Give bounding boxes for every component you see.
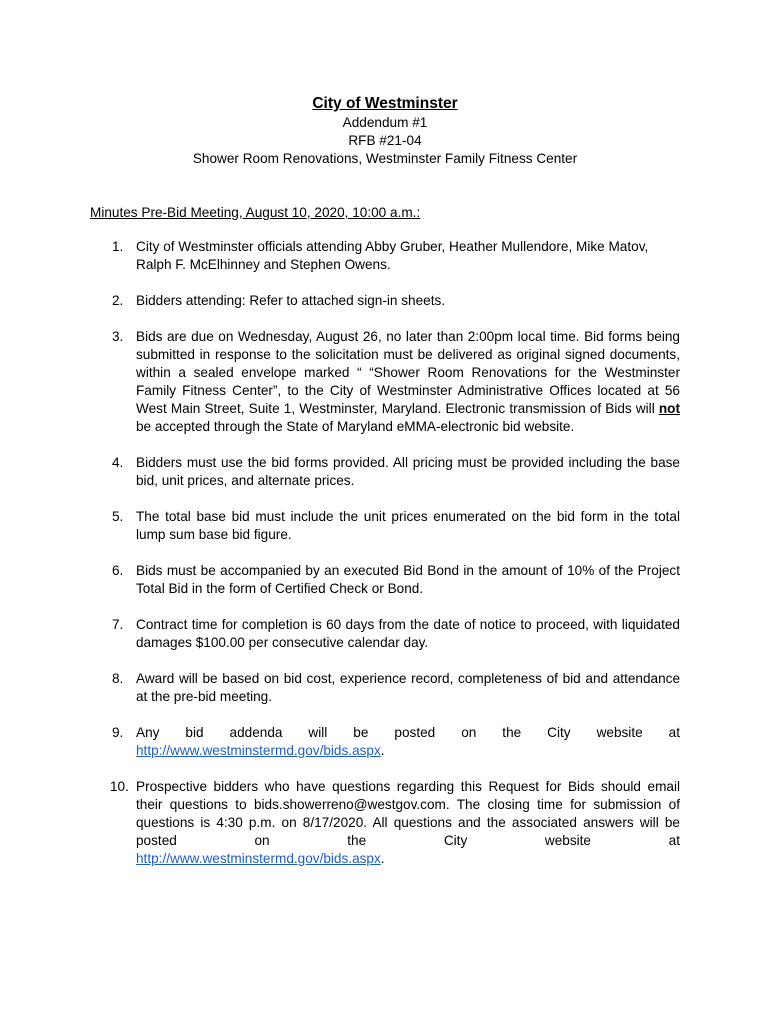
emphasis-not: not bbox=[658, 401, 680, 416]
list-item-text: Bids must be accompanied by an executed Bid Bond in the amount of 10% of the Project Total Bid in the form of Certified Check or Bond. bbox=[136, 563, 680, 596]
document-title: City of Westminster bbox=[312, 95, 458, 112]
list-item-text: City of Westminster officials attending Abby Gruber, Heather Mullendore, Mike Matov, Ralph F. McElhinney and Stephen Owens. bbox=[136, 239, 649, 272]
list-item-10 bbox=[110, 778, 680, 868]
bids-page-link[interactable]: http://www.westminstermd.gov/bids.aspx bbox=[136, 743, 381, 758]
list-item-6 bbox=[112, 562, 680, 598]
list-item-text: Bidders must use the bid forms provided. All pricing must be provided including the base bid, unit prices, and alternate prices. bbox=[136, 455, 680, 488]
list-number: 2. bbox=[112, 293, 124, 308]
list-item-text-part: Prospective bidders who have questions regarding this Request for Bids should email their questions to bids.showerreno@westgov.com. The closing time for submission of questions is 4:30 p.m. on 8/17/2020. All questions and the associated answers will be posted on the City website at bbox=[136, 779, 680, 848]
list-number: 4. bbox=[112, 455, 124, 470]
list-item-3 bbox=[112, 328, 680, 436]
list-item-text bbox=[136, 328, 680, 436]
list-item-text-part: Any bid addenda will be posted on the City website at bbox=[136, 725, 680, 740]
list-item-5 bbox=[112, 508, 680, 544]
list-item-1 bbox=[112, 238, 680, 274]
list-number: 6. bbox=[112, 563, 124, 578]
list-item-text-part: be accepted through the State of Maryland eMMA-electronic bid website. bbox=[136, 419, 575, 434]
project-name: Shower Room Renovations, Westminster Family Fitness Center bbox=[192, 151, 578, 166]
list-item-text bbox=[136, 724, 680, 760]
list-item-punctuation: . bbox=[380, 851, 385, 866]
list-item-text: The total base bid must include the unit prices enumerated on the bid form in the total lump sum base bid figure. bbox=[136, 509, 680, 542]
addendum-number: Addendum #1 bbox=[342, 115, 428, 130]
bids-page-link[interactable]: http://www.westminstermd.gov/bids.aspx bbox=[136, 851, 381, 866]
list-number: 7. bbox=[112, 617, 124, 632]
list-item-text: Bidders attending: Refer to attached sign-in sheets. bbox=[136, 293, 446, 308]
list-item-2 bbox=[112, 292, 680, 310]
list-item-punctuation: . bbox=[380, 743, 385, 758]
list-number: 3. bbox=[112, 329, 124, 344]
list-item-7 bbox=[112, 616, 680, 652]
list-item-9 bbox=[112, 724, 680, 760]
list-number: 1. bbox=[112, 239, 124, 254]
list-number: 5. bbox=[112, 509, 124, 524]
minutes-heading: Minutes Pre-Bid Meeting, August 10, 2020, 10:00 a.m.: bbox=[90, 205, 421, 220]
list-item-text: Award will be based on bid cost, experience record, completeness of bid and attendance at the pre-bid meeting. bbox=[136, 671, 680, 704]
list-number: 9. bbox=[112, 725, 124, 740]
minutes-list bbox=[0, 238, 770, 886]
list-number: 10. bbox=[110, 779, 129, 794]
list-item-4 bbox=[112, 454, 680, 490]
rfb-number: RFB #21-04 bbox=[348, 133, 422, 148]
document-header bbox=[0, 94, 770, 168]
list-item-text bbox=[136, 778, 680, 868]
list-item-text-part: Bids are due on Wednesday, August 26, no later than 2:00pm local time. Bid forms being submitted in response to the solicitation must be delivered as original signed documents, within a sealed envelope marked “ “Shower Room Renovations for the Westminster Family Fitness Center”, to the City of Westminster Administrative Offices located at 56 West Main Street, Suite 1, Westminster, Maryland. Electronic transmission of Bids will bbox=[136, 329, 680, 416]
list-item-text: Contract time for completion is 60 days from the date of notice to proceed, with liquidated damages $100.00 per consecutive calendar day. bbox=[136, 617, 680, 650]
list-item-8 bbox=[112, 670, 680, 706]
list-number: 8. bbox=[112, 671, 124, 686]
